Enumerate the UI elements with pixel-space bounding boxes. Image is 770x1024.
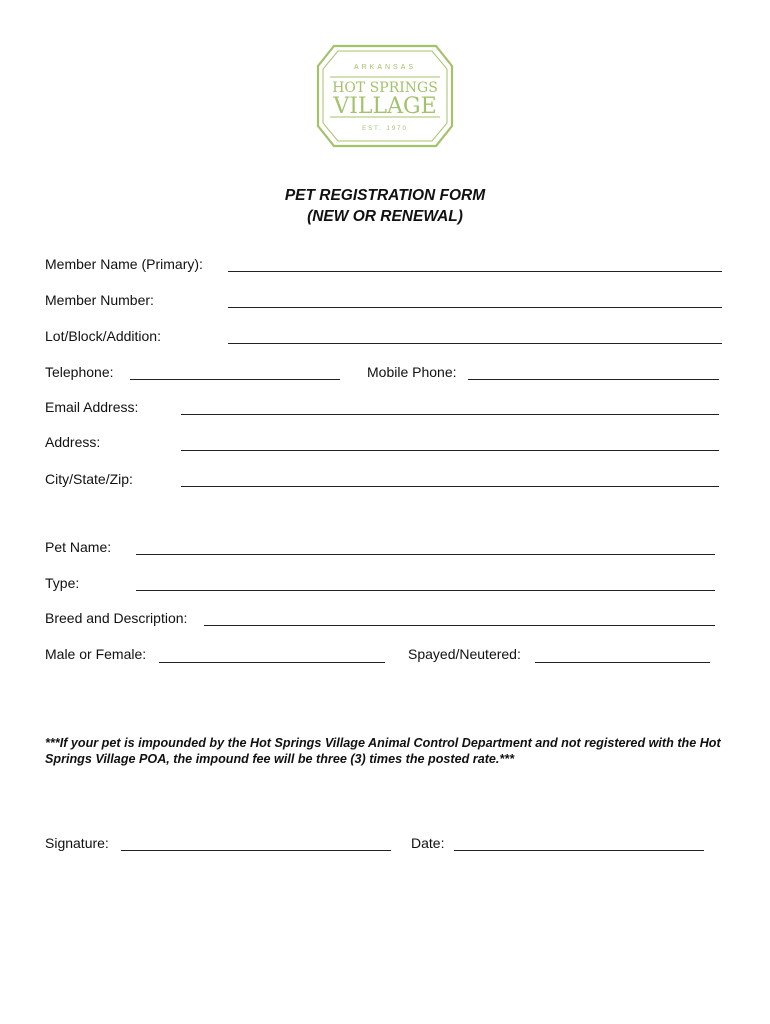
form-title: PET REGISTRATION FORM (284, 187, 486, 204)
logo-top-text: ARKANSAS (353, 64, 417, 71)
pet-type-field[interactable] (136, 590, 715, 591)
telephone-field[interactable] (130, 379, 340, 380)
date-field[interactable] (454, 850, 704, 851)
form-subtitle: (NEW OR RENEWAL) (307, 208, 463, 225)
male-female-field[interactable] (159, 662, 385, 663)
telephone-label: Telephone: (45, 364, 114, 380)
breed-description-label: Breed and Description: (45, 610, 188, 626)
email-label: Email Address: (45, 399, 139, 415)
hot-springs-village-logo (316, 44, 454, 148)
lot-block-label: Lot/Block/Addition: (45, 328, 161, 344)
member-number-field[interactable] (228, 307, 722, 308)
member-number-label: Member Number: (45, 292, 154, 308)
logo-est-text: EST. 1970 (362, 126, 408, 132)
date-label: Date: (411, 835, 445, 851)
city-state-zip-field[interactable] (181, 486, 719, 487)
breed-description-field[interactable] (204, 625, 715, 626)
signature-field[interactable] (121, 850, 391, 851)
impound-notice: ***If your pet is impounded by the Hot Springs Village Animal Control Department and not registered with the Hot Springs Village POA, the impound fee will be three (3) times the posted rate.*** (45, 736, 721, 766)
lot-block-field[interactable] (228, 343, 722, 344)
mobile-phone-label: Mobile Phone: (367, 364, 457, 380)
city-state-zip-label: City/State/Zip: (45, 471, 133, 487)
member-name-field[interactable] (228, 271, 722, 272)
logo-line1: HOT SPRINGS (332, 80, 438, 96)
pet-name-field[interactable] (136, 554, 715, 555)
logo-line2: VILLAGE (333, 94, 437, 119)
pet-name-label: Pet Name: (45, 539, 112, 555)
address-field[interactable] (181, 450, 719, 451)
mobile-phone-field[interactable] (468, 379, 719, 380)
member-name-label: Member Name (Primary): (45, 256, 203, 272)
email-field[interactable] (181, 414, 719, 415)
signature-label: Signature: (45, 835, 109, 851)
male-female-label: Male or Female: (45, 646, 147, 662)
spayed-neutered-label: Spayed/Neutered: (408, 646, 521, 662)
spayed-neutered-field[interactable] (535, 662, 710, 663)
pet-type-label: Type: (45, 575, 80, 591)
address-label: Address: (45, 434, 101, 450)
